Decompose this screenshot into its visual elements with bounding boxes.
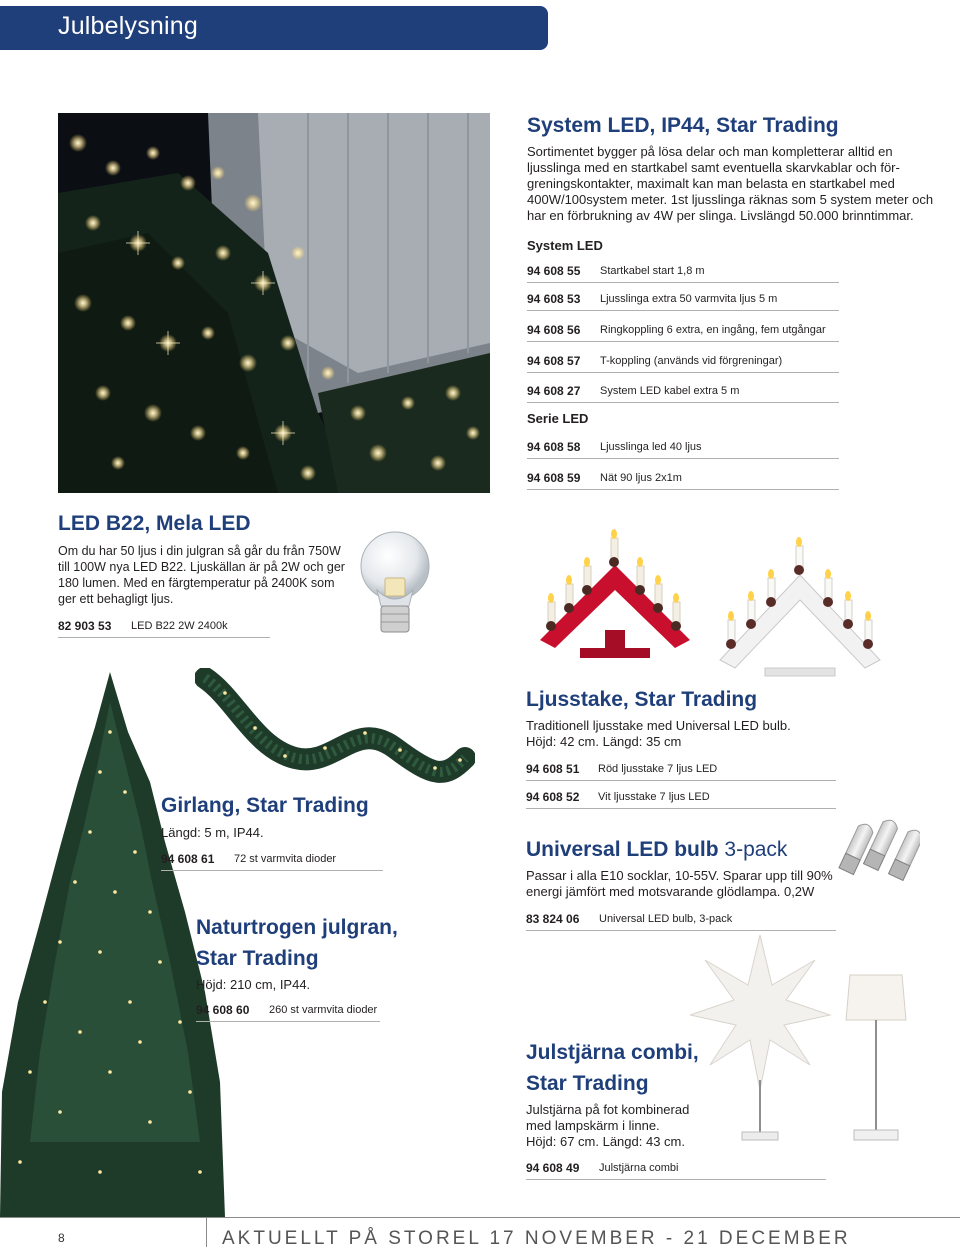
list-item: 94 608 27 System LED kabel extra 5 m	[527, 382, 839, 403]
footer-vertical-divider	[206, 1217, 207, 1247]
list-item: 94 608 55 Startkabel start 1,8 m	[527, 262, 839, 283]
list-item: 94 608 61 72 st varmvita dioder	[161, 850, 383, 871]
girlang-image	[195, 668, 475, 788]
system-led-photo	[58, 113, 490, 493]
system-led-title: System LED, IP44, Star Trading	[527, 114, 839, 137]
ljusstake-image	[520, 520, 900, 680]
footer-divider	[0, 1217, 960, 1218]
list-item: 82 903 53 LED B22 2W 2400k	[58, 617, 270, 638]
led-b22-description: Om du har 50 ljus i din julgran så går du från 750W till 100W nya LED B22. Ljuskällan är på 2W och ger 180 lumen. Med en färgtemperatur på 2400K som ger ett behagligt ljus.	[58, 544, 345, 606]
julgran-image	[0, 672, 225, 1217]
page-title: Julbelysning	[58, 12, 198, 40]
list-item: 94 608 52 Vit ljusstake 7 ljus LED	[526, 788, 836, 809]
system-led-description: Sortimentet bygger på lösa delar och man kompletterar alltid en ljusslinga med en startkabel samt eventuella skarvkablar och för- greningskontakter, maximalt kan man belasta en startkabel med 400W/100system meter. 1st ljusslinga räknas som 5 system meter och har en förbrukning av 4W per slinga. Livslängd 50.000 brinntimmar.	[527, 144, 934, 223]
julstjarna-description: Julstjärna på fot kombinerad med lampskärm i linne. Höjd: 67 cm. Längd: 43 cm.	[526, 1102, 690, 1149]
ljusstake-description: Traditionell ljusstake med Universal LED bulb. Höjd: 42 cm. Längd: 35 cm	[526, 718, 791, 749]
system-led-subheading: System LED	[527, 238, 603, 253]
led-b22-bulb-image	[355, 528, 435, 640]
universal-led-description: Passar i alla E10 socklar, 10-55V. Sparar upp till 90% energi jämfört med motsvarande glödlampa. 0,2W	[526, 868, 833, 899]
list-item: 94 608 56 Ringkoppling 6 extra, en ingång, fem utgångar	[527, 321, 839, 342]
list-item: 94 608 59 Nät 90 ljus 2x1m	[527, 469, 839, 490]
list-item: 94 608 58 Ljusslinga led 40 ljus	[527, 438, 839, 459]
led-b22-title: LED B22, Mela LED	[58, 512, 251, 535]
julgran-title: Naturtrogen julgran, Star Trading	[196, 916, 398, 970]
footer-campaign-text: AKTUELLT PÅ STOREL 17 NOVEMBER - 21 DECEMBER	[222, 1228, 851, 1249]
list-item: 94 608 60 260 st varmvita dioder	[196, 1001, 380, 1022]
list-item: 83 824 06 Universal LED bulb, 3-pack	[526, 910, 836, 931]
list-item: 94 608 49 Julstjärna combi	[526, 1159, 826, 1180]
list-item: 94 608 57 T-koppling (används vid förgreningar)	[527, 352, 839, 373]
julstjarna-image	[690, 930, 920, 1145]
page-number: 8	[58, 1231, 65, 1245]
list-item: 94 608 53 Ljusslinga extra 50 varmvita ljus 5 m	[527, 290, 839, 311]
julstjarna-title: Julstjärna combi, Star Trading	[526, 1041, 699, 1095]
universal-led-title: Universal LED bulb 3-pack	[526, 838, 788, 861]
girlang-description: Längd: 5 m, IP44.	[161, 825, 264, 840]
ljusstake-title: Ljusstake, Star Trading	[526, 688, 758, 711]
julgran-description: Höjd: 210 cm, IP44.	[196, 977, 311, 992]
list-item: 94 608 51 Röd ljusstake 7 ljus LED	[526, 760, 836, 781]
serie-led-subheading: Serie LED	[527, 411, 589, 426]
girlang-title: Girlang, Star Trading	[161, 794, 369, 817]
universal-led-bulbs-image	[820, 818, 920, 908]
